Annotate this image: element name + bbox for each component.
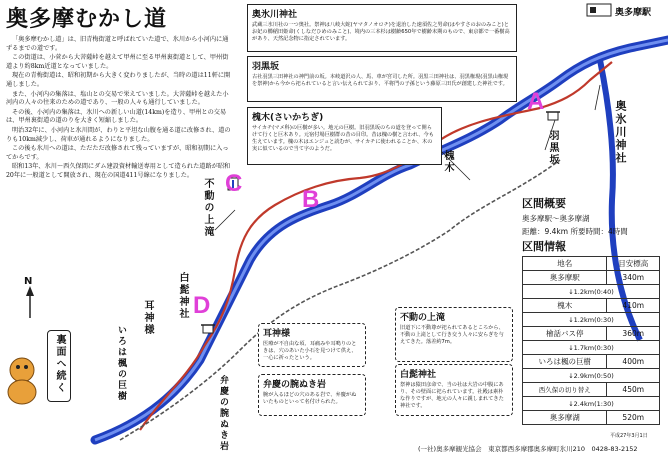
spot-title: 奥氷川神社 <box>252 10 298 20</box>
spot-text: 古社羽黒三田神社の神門前の坂。本岐道沢の人、馬、車が宮司した所。羽黒三田神社は、羽黒権現(羽黒山権現を祭神)から今から祀られていると言い伝えられており、平将門の子孫という藤原三田氏が創建した神社です。 <box>252 74 509 87</box>
intro-paragraph: その後、小河内の集落は、氷川への新しい山道(14km)を造り、甲州との交易は、甲州裏街道の道のりを大きく短縮しました。 <box>6 108 227 125</box>
place-cell: いろは楓の巨樹 <box>523 355 607 369</box>
col-place: 地名 <box>523 257 607 271</box>
intro-paragraph: この街道は、小菅から大菩薩峠を越えて甲州に至る甲州裏街道として、甲州街道より約8km近道となっていました。 <box>6 54 229 70</box>
overview-stats: 距離：9.4km 所要時間：4時間 <box>522 227 628 236</box>
marker-d: D <box>193 292 211 319</box>
spot-box-fudo <box>395 307 513 362</box>
elev-cell: 400m <box>607 355 660 369</box>
benkei-label: 弁慶の腕ぬき岩 <box>218 375 228 452</box>
place-cell: 奥多摩湖 <box>523 411 607 425</box>
intro-paragraph: 「奥多摩むかし道」は、旧青梅街道と呼ばれていた道で、氷川から小河内に通ずるまでの道です。 <box>6 36 229 52</box>
table-row <box>523 341 660 355</box>
footer-date: 平成27年3月1日 <box>610 433 648 439</box>
fudo-label: 不動の上滝 <box>202 178 213 238</box>
spot-title: 不動の上滝 <box>400 313 446 323</box>
spot-title: 羽黒坂 <box>252 62 280 72</box>
spot-text: 武蔵三氷川社の一つ奥社。祭神は八岐大蛇(ヤマタノオロチ)を退治した速須佐之男命(はやすさのおのみこと)とお妃の櫛稲田姫命(くしなだひめのみこと)、境内の三本杉は樹齢650年で樹齢末期のもので、東京都で一番樹高があり、天然記念物に指定されています。 <box>252 22 510 42</box>
spot-box-benkei <box>258 374 366 416</box>
spot-box-hikawa <box>247 4 517 52</box>
north-label: N <box>24 276 33 287</box>
elev-cell: 340m <box>607 271 660 285</box>
step-cell: ↓2.9km(0:50) <box>523 369 660 383</box>
mimigami-label: 耳神様 <box>142 300 153 336</box>
spot-text: サイカチ(マメ科)の巨樹が多い。地元の巨樹。旧羽黒坂のちの道を登って開らけて行くと巨木あり。元宿付場巨樹群の昔の目印。昔は槐の樹と言われ、今も生えています。槐の木はエンジュと読むが、サイカチに使われることか、木の実に似ているので当て字のようだ。 <box>252 125 434 152</box>
table-row <box>523 271 660 285</box>
table-row <box>523 383 660 397</box>
place-cell: 檜話バス停 <box>523 327 607 341</box>
intro-paragraph: 昭和13年、氷川〜西久保間にダム建設資材輸送専用として造られた道路が昭和20年に一般道として開放され、現在の国道411号線になりました。 <box>6 163 231 179</box>
spot-box-shirahige <box>395 364 513 416</box>
north-arrow-icon <box>26 286 34 318</box>
table-header <box>523 257 660 271</box>
table-row <box>523 299 660 313</box>
iroha-label: いろは楓の巨樹 <box>116 325 126 402</box>
marker-c: C <box>225 170 243 197</box>
enoki-label: 槐木 <box>442 150 453 174</box>
continue-text: 裏面へ続く <box>54 334 65 394</box>
continue-note <box>47 330 71 402</box>
hikawa-shrine-label: 奥氷川神社 <box>614 100 627 165</box>
spot-box-enoki <box>247 107 442 165</box>
place-cell: 西久保の切り替え <box>523 383 607 397</box>
station-label: 奥多摩駅 <box>615 8 652 18</box>
shrine-icon <box>546 112 560 120</box>
haguro-slope-label: 羽黒坂 <box>547 130 558 166</box>
elev-cell: 410m <box>607 299 660 313</box>
overview-heading: 区間概要 <box>522 197 566 210</box>
overview-route: 奥多摩駅〜奥多摩湖 <box>522 214 590 223</box>
table-row <box>523 327 660 341</box>
spot-text: 医療が不自由な頃、耳痛みや耳鳴りのときは、穴のあいた小石を見つけて供え、一心に祈ったという。 <box>263 341 357 361</box>
spot-title: 耳神様 <box>263 329 291 339</box>
elev-cell: 360m <box>607 327 660 341</box>
spot-title: 白髭神社 <box>400 370 437 380</box>
table-row <box>523 369 660 383</box>
footer-text: (一社)奥多摩観光協会 東京都西多摩郡奥多摩町氷川210 0428-83-2152 <box>418 445 638 453</box>
step-cell: ↓1.7km(0:30) <box>523 341 660 355</box>
table-row <box>523 397 660 411</box>
intro-paragraph: この後も氷川への道は、ただただ改修されて残っていますが、昭和初期に入ってからです。 <box>6 145 229 161</box>
col-elevation: 目安標高 <box>607 257 660 271</box>
page-title: 奥多摩むかし道 <box>6 6 168 32</box>
marker-b: B <box>302 186 320 213</box>
spot-box-mimigami <box>258 323 366 367</box>
spot-title: 弁慶の腕ぬき岩 <box>263 380 327 390</box>
spot-title: 槐木(さいかちぎ) <box>252 113 324 123</box>
table-row <box>523 313 660 327</box>
step-cell: ↓1.2km(0:30) <box>523 313 660 327</box>
intro-paragraph: 明治32年に、小河内と氷川間が、わりと平坦な山腹を通る道に改修され、道のりも10km減少し、荷車が通れるようになりました。 <box>6 126 231 143</box>
mascot-icon <box>8 358 36 404</box>
elev-cell: 520m <box>607 411 660 425</box>
shrine-icon <box>201 325 215 333</box>
step-cell: ↓2.4km(1:30) <box>523 397 660 411</box>
table-row <box>523 355 660 369</box>
place-cell: 槐木 <box>523 299 607 313</box>
table-row <box>523 285 660 299</box>
intro-paragraph: また、小河内の集落は、塩山との交易で栄えていました。大菩薩峠を越えた小河内の人々の往来のための道であり、一般の人々も通行していました。 <box>6 90 229 107</box>
info-panel <box>522 238 667 425</box>
info-table <box>522 256 660 425</box>
step-cell: ↓1.2km(0:40) <box>523 285 660 299</box>
spot-text: 腕が入るほどの穴のある岩で、弁慶がぬいたものといって名付けられた。 <box>263 392 357 405</box>
elev-cell: 450m <box>607 383 660 397</box>
intro-paragraph: 現在の青梅街道は、昭和初期から大きく変わりましたが、当時の道は11軒に開通しました。 <box>6 72 231 88</box>
spot-box-haguro <box>247 56 517 102</box>
overview-panel <box>522 195 667 237</box>
spot-text: 祭神は猿田彦命で、当の社は大岩の中腹にあり、その壁面に祀られています。社殿は素朴な作りですが、地元の人々に親しまれてきた神社です。 <box>400 382 504 409</box>
shirahige-label: 白髭神社 <box>177 272 188 320</box>
spot-text: 旧道下に不動尊が祀られてあるところから、不動の上滝として行き交う人々に安らぎを与えてきた。落差約7m。 <box>400 325 504 345</box>
info-heading: 区間情報 <box>522 240 566 253</box>
place-cell: 奥多摩駅 <box>523 271 607 285</box>
marker-a: A <box>527 88 545 115</box>
table-row <box>523 411 660 425</box>
